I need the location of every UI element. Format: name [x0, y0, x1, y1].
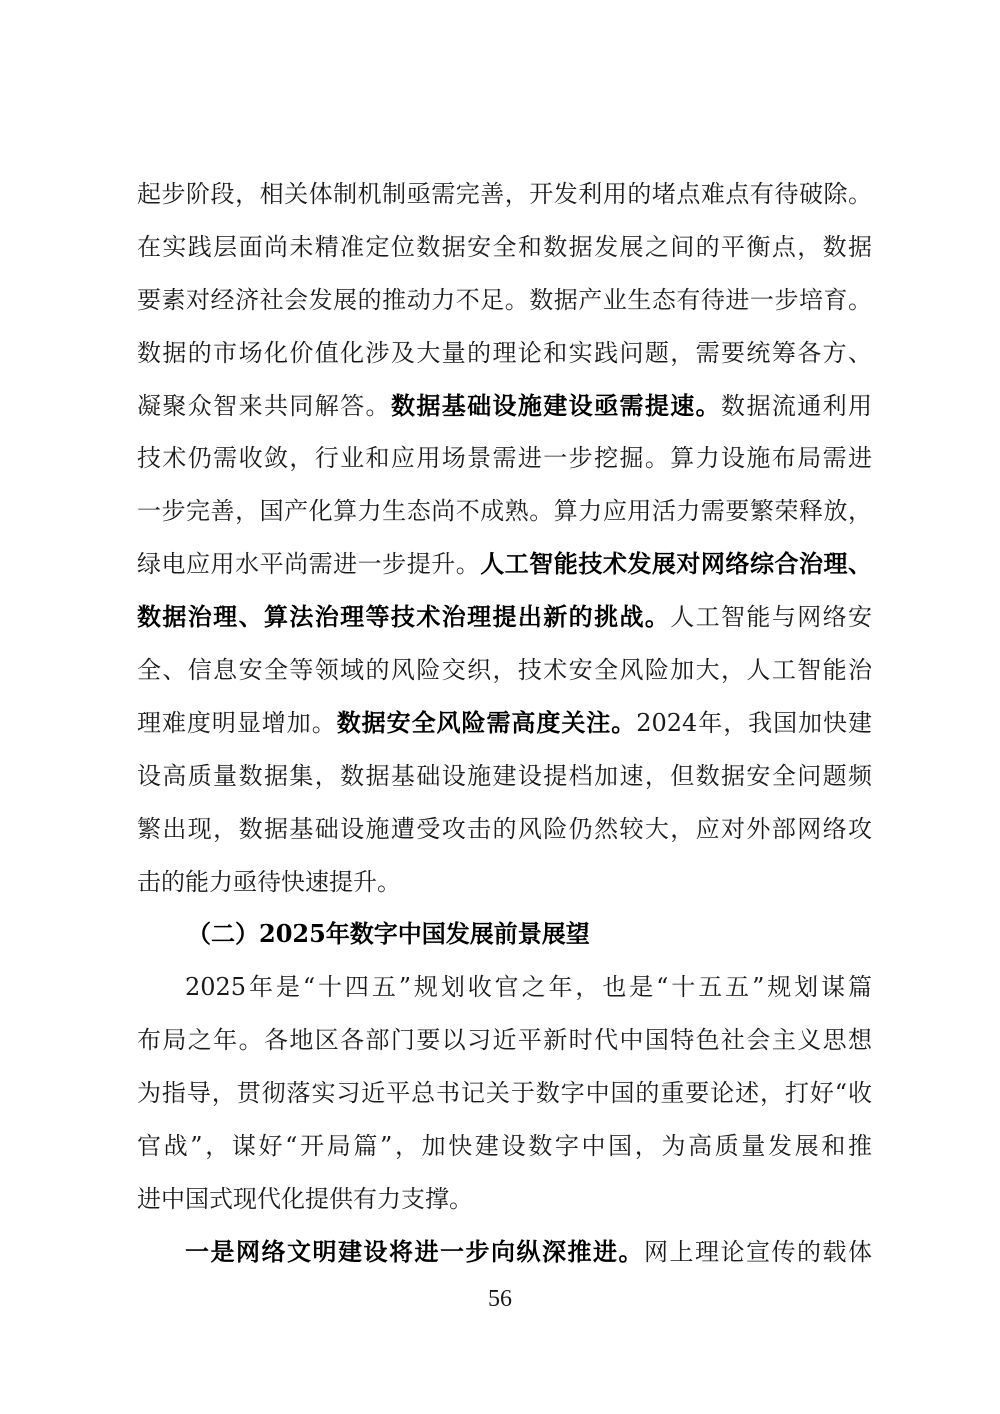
- section-heading: （二）2025年数字中国发展前景展望: [187, 919, 590, 949]
- text-run: 击的能力亟待快速提升。: [137, 867, 401, 896]
- text-run: 在实践层面尚未精准定位数据安全和数据发展之间的平衡点，数据: [137, 232, 872, 261]
- text-line: [137, 221, 872, 274]
- body-text: [137, 168, 872, 1279]
- bold-emphasis: 人工智能技术发展对网络综合治理、: [480, 549, 872, 579]
- text-line: [137, 1226, 872, 1279]
- text-run: 繁出现，数据基础设施遭受攻击的风险仍然较大，应对外部网络攻: [137, 814, 872, 843]
- text-run: 布局之年。各地区各部门要以习近平新时代中国特色社会主义思想: [137, 1026, 872, 1055]
- text-line: [137, 1014, 872, 1067]
- text-line: [137, 803, 872, 856]
- bold-emphasis: 数据基础设施建设亟需提速。: [390, 390, 722, 420]
- text-line: [137, 485, 872, 538]
- text-line: [137, 432, 872, 485]
- text-run: 绿电应用水平尚需进一步提升。: [137, 550, 481, 579]
- bold-emphasis: 一是网络文明建设将进一步向纵深推进。: [185, 1236, 644, 1266]
- text-run: 设高质量数据集，数据基础设施建设提档加速，但数据安全问题频: [137, 761, 872, 790]
- text-run: 2024年，我国加快建: [636, 708, 872, 737]
- text-run: 全、信息安全等领域的风险交织，技术安全风险加大，人工智能治: [137, 656, 872, 685]
- text-run: 理难度明显增加。: [137, 708, 337, 737]
- text-line: [137, 1067, 872, 1120]
- text-line: [137, 380, 872, 433]
- text-run: 凝聚众智来共同解答。: [137, 391, 391, 420]
- text-line: [137, 538, 872, 591]
- text-run: 人工智能与网络安: [670, 603, 872, 632]
- text-line: [137, 327, 872, 380]
- text-line: [137, 591, 872, 644]
- text-line: [137, 856, 872, 909]
- text-line: [137, 697, 872, 750]
- text-run: 要素对经济社会发展的推动力不足。数据产业生态有待进一步培育。: [137, 285, 872, 314]
- text-run: 进中国式现代化提供有力支撑。: [137, 1184, 473, 1213]
- text-run: 为指导，贯彻落实习近平总书记关于数字中国的重要论述，打好“收: [137, 1079, 872, 1108]
- text-line: [137, 750, 872, 803]
- page-number: 56: [488, 1286, 512, 1312]
- text-run: 技术仍需收敛，行业和应用场景需进一步挖掘。算力设施布局需进: [137, 444, 872, 473]
- text-line: [137, 274, 872, 327]
- text-run: 一步完善，国产化算力生态尚不成熟。算力应用活力需要繁荣释放，: [137, 497, 872, 526]
- text-run: 网上理论宣传的载体: [644, 1237, 872, 1266]
- text-run: 数据的市场化价值化涉及大量的理论和实践问题，需要统筹各方、: [137, 338, 872, 367]
- bold-emphasis: 数据治理、算法治理等技术治理提出新的挑战。: [137, 602, 671, 632]
- text-run: 起步阶段，相关体制机制亟需完善，开发利用的堵点难点有待破除。: [137, 180, 872, 208]
- text-run: 数据流通利用: [721, 391, 872, 420]
- text-line: [137, 1120, 872, 1173]
- text-run: 2025年是“十四五”规划收官之年，也是“十五五”规划谋篇: [185, 973, 872, 1002]
- bold-emphasis: 数据安全风险需高度关注。: [336, 707, 637, 737]
- text-line: [137, 168, 872, 221]
- text-line: [137, 1173, 872, 1226]
- text-line: [137, 644, 872, 697]
- text-line: [137, 961, 872, 1014]
- text-run: 官战”，谋好“开局篇”，加快建设数字中国，为高质量发展和推: [137, 1132, 872, 1161]
